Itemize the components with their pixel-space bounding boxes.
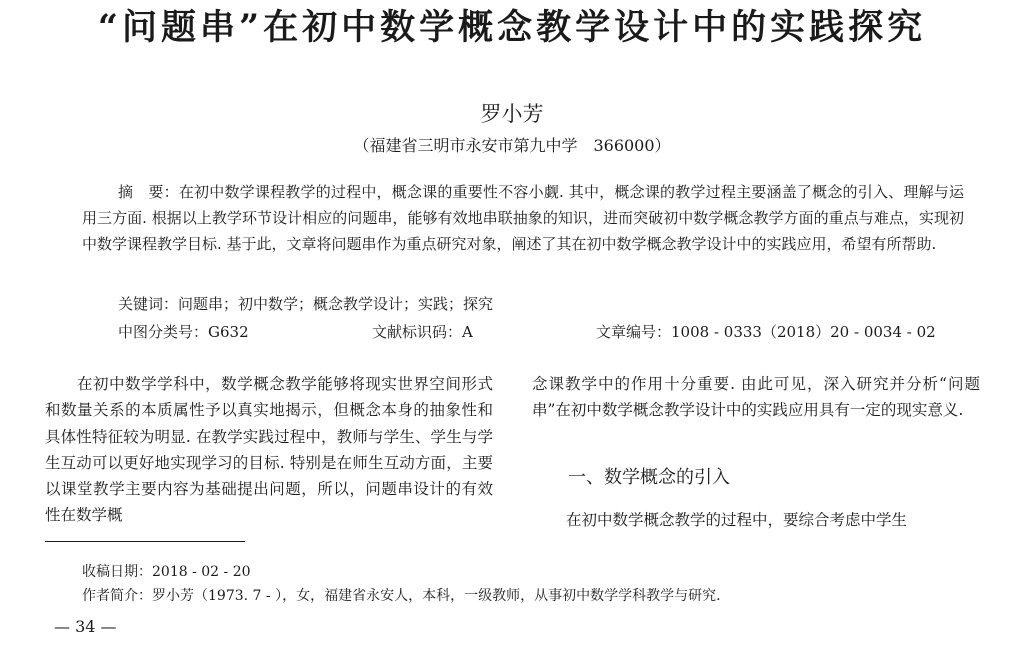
author-affiliation: （福建省三明市永安市第九中学 366000） (353, 136, 671, 155)
body-column-left: 在初中数学学科中，数学概念教学能够将现实世界空间形式和数量关系的本质属性予以真实地揭示，但概念本身的抽象性和具体性特征较为明显. 在教学实践过程中，教师与学生、学生与学生互动可以更好地实现学习的目标. 特别是在师生互动方面，主要以课堂教学主要内容为基础提出问题，所以，问题串设计的有效性在数学概 (45, 375, 493, 525)
article-title: “问题串”在初中数学概念教学设计中的实践探究 (97, 7, 927, 48)
article-number: 文章编号：1008 - 0333（2018）20 - 0034 - 02 (596, 323, 936, 341)
clc-number: 中图分类号：G632 (118, 323, 249, 341)
abstract-text: 在初中数学课程教学的过程中，概念课的重要性不容小觑. 其中，概念课的教学过程主要涵盖了概念的引入、理解与运用三方面. 根据以上教学环节设计相应的问题串，能够有效地串联抽象的知识，进而突破初中数学概念教学方面的重点与难点，实现初中数学课程教学目标. 基于此，文章将问题串作为重点研究对象，阐述了其在初中数学概念教学设计中的实践应用，希望有所帮助. (82, 183, 964, 253)
keywords: 关键词：问题串；初中数学；概念教学设计；实践；探究 (118, 295, 494, 313)
abstract (82, 179, 964, 257)
footnote-divider (45, 541, 245, 542)
author-bio: 作者简介：罗小芳（1973. 7 - ），女，福建省永安人，本科，一级教师，从事初中数学学科教学与研究. (82, 588, 721, 604)
body-column-right: 念课教学中的作用十分重要. 由此可见，深入研究并分析“问题串”在初中数学概念教学设计中的实践应用具有一定的现实意义. (532, 375, 980, 420)
author-name: 罗小芳 (480, 102, 544, 126)
abstract-label: 摘 要： (118, 183, 179, 201)
body-column-right-continued: 在初中数学概念教学的过程中，要综合考虑中学生 (566, 511, 908, 529)
page-number: — 34 — (54, 617, 117, 636)
document-code: 文献标识码：A (372, 323, 473, 341)
received-date: 收稿日期：2018 - 02 - 20 (82, 564, 251, 580)
section-heading: 一、数学概念的引入 (568, 467, 730, 488)
